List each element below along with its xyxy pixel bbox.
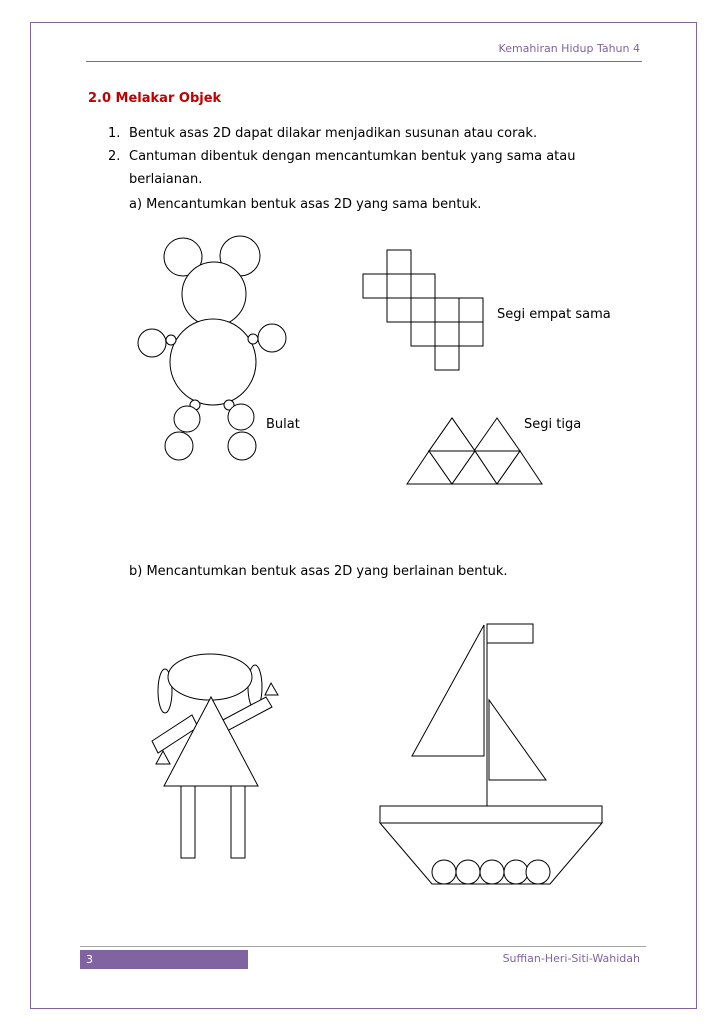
header-title: Kemahiran Hidup Tahun 4 — [498, 42, 640, 55]
list-item-1-text: Bentuk asas 2D dapat dilakar menjadikan susunan atau corak. — [129, 126, 538, 141]
boat-porthole — [504, 860, 528, 884]
circle-wrist-right — [248, 334, 258, 344]
label-segi-tiga: Segi tiga — [524, 417, 582, 432]
boat-porthole — [526, 860, 550, 884]
sub-item-b: b) Mencantumkan bentuk asas 2D yang berlainan bentuk. — [129, 564, 508, 579]
circle-foot-left — [165, 432, 193, 460]
boat-porthole — [480, 860, 504, 884]
circle-hand-right — [258, 324, 286, 352]
girl-arm-right — [221, 697, 272, 731]
list-item-2-text-line1: Cantuman dibentuk dengan mencantumkan bentuk yang sama atau — [129, 149, 576, 164]
list-item-2-text-line2: berlaianan. — [129, 172, 203, 187]
girl-leg-right — [231, 786, 245, 858]
circle-head — [182, 262, 246, 326]
girl-head — [168, 654, 252, 700]
label-bulat: Bulat — [266, 417, 300, 432]
circle-body — [170, 319, 256, 405]
circle-foot-right — [228, 432, 256, 460]
circle-leg-left — [174, 406, 200, 432]
list-item-1-number: 1. — [108, 126, 121, 141]
square-figure — [363, 250, 483, 370]
circle-wrist-left — [166, 335, 176, 345]
boat-sail-right — [489, 700, 546, 780]
boat-porthole — [456, 860, 480, 884]
list-item-2-number: 2. — [108, 149, 121, 164]
page-number: 3 — [80, 950, 248, 969]
boat-porthole — [432, 860, 456, 884]
boat-sail-left — [412, 625, 484, 756]
boat-deck — [380, 806, 602, 823]
footer-divider — [80, 946, 646, 947]
sub-item-a: a) Mencantumkan bentuk asas 2D yang sama bentuk. — [129, 197, 482, 212]
label-segi-empat-sama: Segi empat sama — [497, 307, 611, 322]
girl-figure — [152, 654, 278, 858]
footer-authors: Suffian-Heri-Siti-Wahidah — [502, 952, 640, 965]
circle-hand-left — [138, 329, 166, 357]
circle-leg-right — [228, 404, 254, 430]
triangle-figure — [407, 418, 542, 484]
circle-figure — [138, 236, 286, 460]
section-title: 2.0 Melakar Objek — [88, 91, 222, 106]
boat-flag — [487, 624, 533, 643]
girl-leg-left — [181, 786, 195, 858]
girl-hand-right — [265, 683, 278, 695]
boat-figure — [380, 624, 602, 884]
